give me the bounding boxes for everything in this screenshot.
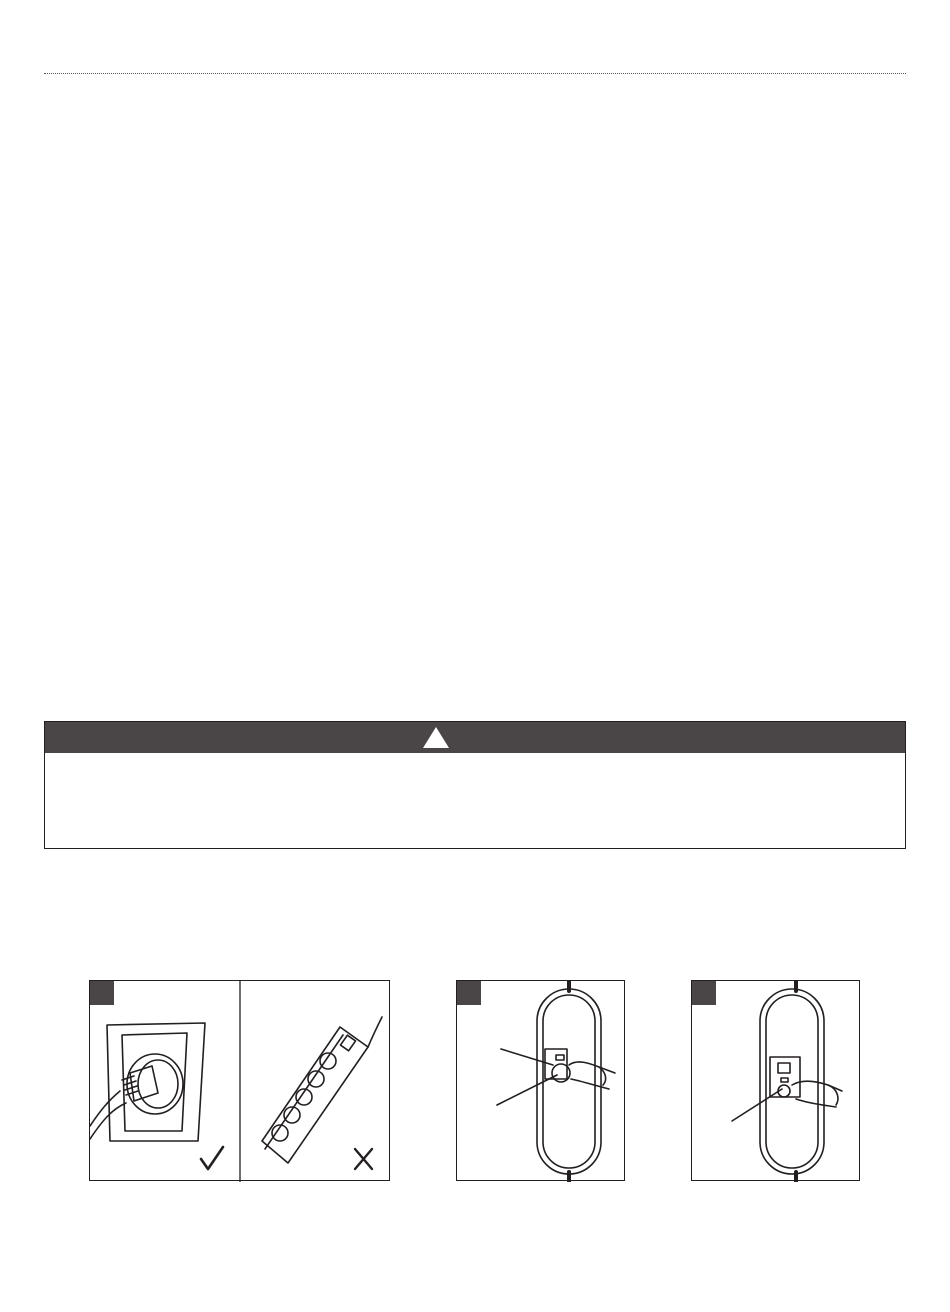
wall-socket-plug-icon xyxy=(90,1023,205,1141)
controller-unit-icon xyxy=(537,981,601,1182)
figure-controller-reset xyxy=(691,980,860,1181)
warning-header xyxy=(45,722,905,753)
figure-controller-buttons xyxy=(456,980,625,1181)
warning-triangle-icon xyxy=(422,726,450,749)
pointer-arrows xyxy=(497,1049,557,1105)
power-strip-icon xyxy=(262,1017,382,1163)
finger-press-icon xyxy=(569,1062,615,1089)
warning-text xyxy=(57,762,893,838)
warning-box xyxy=(44,721,906,849)
figure-plug-placement xyxy=(89,980,390,1181)
pointer-arrow xyxy=(732,1089,782,1121)
cross-icon xyxy=(355,1149,372,1169)
checkmark-icon xyxy=(201,1147,223,1169)
header-dotted-rule xyxy=(44,73,906,74)
